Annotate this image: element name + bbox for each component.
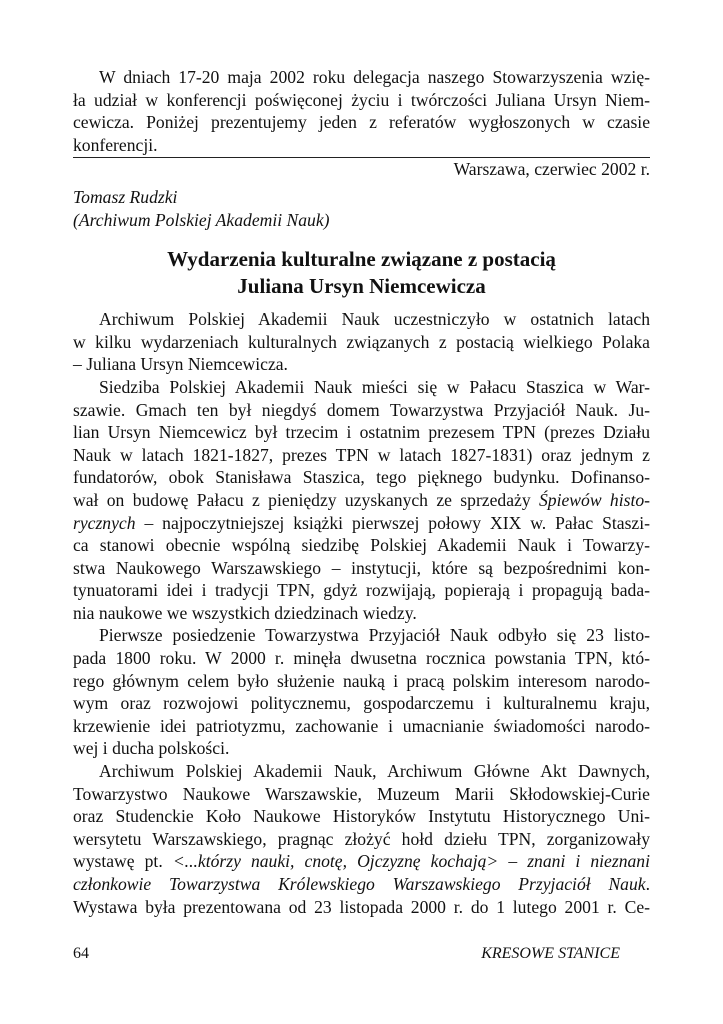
text-line: lian Ursyn Niemcewicz był trzecim i ostatnim prezesem TPN (prezes Działu [73,422,650,443]
text-line: fundatorów, obok Stanisława Staszica, tego pięknego budynku. Dofinanso- [73,467,650,488]
text-line: ca stanowi obecnie wspólną siedzibę Polskiej Akademii Nauk i Towarzy- [73,535,650,556]
text-line [73,850,650,873]
italic-title: Śpiewów histo- [539,489,650,510]
text-line: Pierwsze posiedzenie Towarzystwa Przyjaciół Nauk odbyło się 23 listo- [99,625,650,646]
text-line: nia naukowe we wszystkich dziedzinach wiedzy. [73,602,417,623]
running-title: KRESOWE STANICE [481,945,620,962]
text-line: Towarzystwo Naukowe Warszawskie, Muzeum Marii Skłodowskiej-Curie [73,783,650,804]
text-run: . [645,874,650,894]
text-line: rego głównym celem było służenie nauką i pracą polskim interesom narodo- [73,670,650,691]
intro-note [73,66,650,158]
text-line: Siedziba Polskiej Akademii Nauk mieści się w Pałacu Staszica w War- [99,376,650,397]
paragraph-1 [73,308,650,376]
intro-line: cewicza. Poniżej prezentujemy jeden z referatów wygłoszonych w czasie [73,112,650,133]
text-line: tynuatorami idei i tradycji TPN, gdyż rozwijają, popierają i propagują bada- [73,580,650,601]
text-line: Archiwum Polskiej Akademii Nauk uczestniczyło w ostatnich latach [99,309,650,330]
text-line: – Juliana Ursyn Niemcewicza. [73,354,288,375]
title-line-2: Juliana Ursyn Niemcewicza [237,274,486,299]
text-line: w kilku wydarzeniach kulturalnych związanych z postacią wielkiego Polaka [73,331,650,352]
text-line: wym oraz rozwojowi politycznemu, gospodarczemu i kulturalnemu kraju, [73,693,650,714]
page-content [73,66,650,918]
paragraph-4 [73,760,650,918]
intro-line: ła udział w konferencji poświęconej życiu i twórczości Juliana Ursyn Niem- [73,89,650,110]
text-line: Wystawa była prezentowana od 23 listopada 2000 r. do 1 lutego 2001 r. Ce- [73,896,650,917]
page-number: 64 [73,945,89,962]
text-line [73,873,650,896]
text-line: stwa Naukowego Warszawskiego – instytucji, które są bezpośrednimi kon- [73,557,650,578]
text-line: pada 1800 roku. W 2000 r. minęła dwusetna rocznica powstania TPN, któ- [73,648,650,669]
italic-title: członkowie Towarzystwa Królewskiego Warszawskiego Przyjaciół Nauk [73,874,646,894]
italic-title: rycznych [73,512,136,533]
text-line: Archiwum Polskiej Akademii Nauk, Archiwum Główne Akt Dawnych, [99,761,650,782]
text-run: wał on budowę Pałacu z pieniędzy uzyskanych ze sprzedaży [73,489,539,510]
text-run: – najpoczytniejszej książki pierwszej połowy XIX w. Pałac Staszi- [135,512,650,533]
text-line: wej i ducha polskości. [73,738,230,759]
intro-line: W dniach 17-20 maja 2002 roku delegacja naszego Stowarzyszenia wzię- [99,67,650,87]
article-title [73,246,650,300]
text-line: oraz Studenckie Koło Naukowe Historyków Instytutu Historycznego Uni- [73,806,650,827]
text-line: Nauk w latach 1821-1827, prezes TPN w latach 1827-1831) oraz jednym z [73,444,650,465]
author-affiliation: (Archiwum Polskiej Akademii Nauk) [73,209,330,230]
text-line: szawie. Gmach ten był niegdyś domem Towarzystwa Przyjaciół Nauk. Ju- [73,399,650,420]
paragraph-3 [73,624,650,760]
text-line [73,489,650,512]
italic-title: <...którzy nauki, cnotę, Ojczyznę kochają> – znani i nieznani [172,851,650,872]
text-run: wystawę pt. [73,851,173,872]
text-line [73,512,650,535]
title-line-1: Wydarzenia kulturalne związane z postacią [167,247,556,272]
intro-line: konferencji. [73,134,158,155]
author-name: Tomasz Rudzki [73,186,178,207]
paragraph-2 [73,376,650,625]
text-line: krzewienie idei patriotyzmu, zachowanie i umacnianie świadomości narodo- [73,715,650,736]
dateline: Warszawa, czerwiec 2002 r. [453,159,650,180]
author-block [73,186,650,231]
text-line: wersytetu Warszawskiego, pragnąc złożyć hołd dziełu TPN, zorganizowały [73,828,650,849]
